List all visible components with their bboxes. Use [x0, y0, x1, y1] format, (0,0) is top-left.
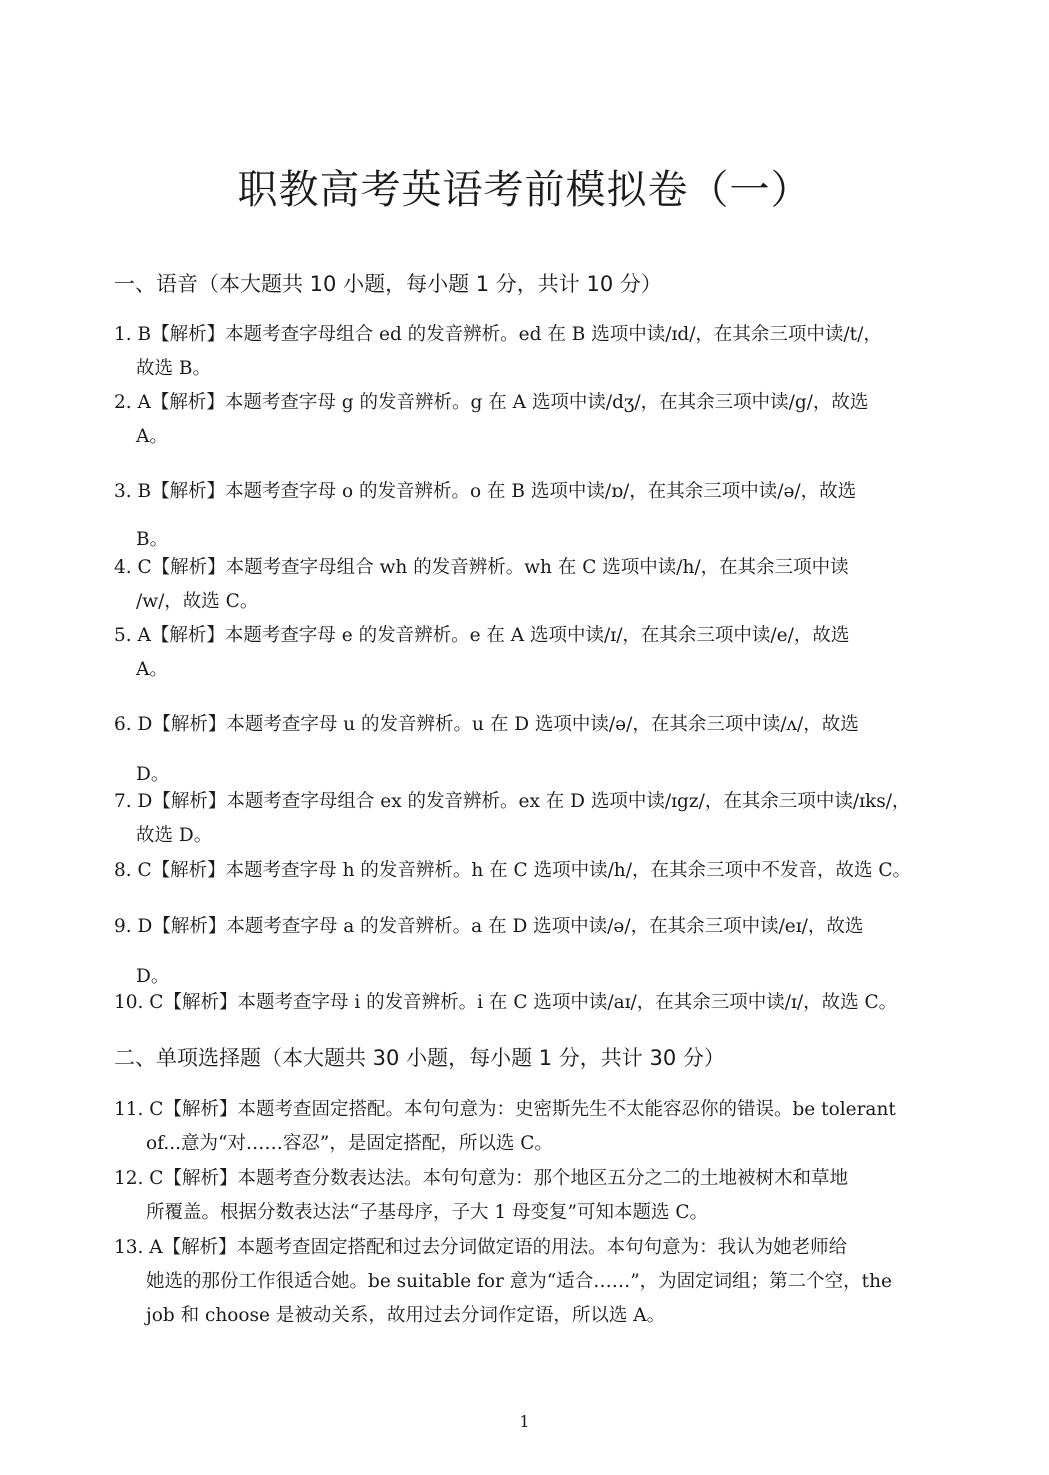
answer-line: 3. B【解析】本题考查字母 o 的发音辨析。o 在 B 选项中读/ɒ/，在其余三项中读/ə/，故选 — [114, 481, 857, 502]
answer-line: 故选 B。 — [136, 358, 211, 379]
answer-line: /w/，故选 C。 — [136, 591, 259, 612]
answer-line: 2. A【解析】本题考查字母 g 的发音辨析。g 在 A 选项中读/dʒ/，在其余三项中读/g/，故选 — [114, 392, 869, 413]
answer-line: 9. D【解析】本题考查字母 a 的发音辨析。a 在 D 选项中读/ə/，在其余三项中读/eɪ/，故选 — [114, 916, 864, 937]
answer-line: A。 — [136, 659, 168, 680]
answer-line: 她选的那份工作很适合她。be suitable for 意为“适合……”，为固定词组；第二个空，the — [146, 1271, 892, 1292]
answer-item-8 — [114, 854, 944, 888]
answer-item-5 — [114, 619, 944, 687]
answer-line: 8. C【解析】本题考查字母 h 的发音辨析。h 在 C 选项中读/h/，在其余三项中不发音，故选 C。 — [114, 860, 911, 881]
answer-line: 13. A【解析】本题考查固定搭配和过去分词做定语的用法。本句句意为：我认为她老师给 — [114, 1237, 848, 1258]
section-heading-phonetics: 一、语音（本大题共 10 小题，每小题 1 分，共计 10 分） — [114, 272, 662, 296]
answer-line: 7. D【解析】本题考查字母组合 ex 的发音辨析。ex 在 D 选项中读/ɪgz/，在其余三项中读/ɪks/， — [114, 791, 911, 812]
page-title: 职教高考英语考前模拟卷（一） — [237, 167, 812, 213]
answer-line: 11. C【解析】本题考查固定搭配。本句句意为：史密斯先生不太能容忍你的错误。be tolerant — [114, 1099, 896, 1120]
answer-line: D。 — [136, 764, 170, 785]
answer-line: 所覆盖。根据分数表达法“子基母序，子大 1 母变复”可知本题选 C。 — [146, 1202, 708, 1223]
answer-line: 5. A【解析】本题考查字母 e 的发音辨析。e 在 A 选项中读/ɪ/，在其余三项中读/e/，故选 — [114, 625, 850, 646]
answer-line: job 和 choose 是被动关系，故用过去分词作定语，所以选 A。 — [146, 1305, 666, 1326]
answer-item-13 — [114, 1231, 944, 1333]
answer-item-2 — [114, 386, 944, 454]
answer-line: A。 — [136, 426, 168, 447]
answer-line: 12. C【解析】本题考查分数表达法。本句句意为：那个地区五分之二的土地被树木和草地 — [114, 1168, 848, 1189]
answer-item-4 — [114, 551, 944, 619]
answer-line: B。 — [136, 529, 169, 550]
answer-line: 4. C【解析】本题考查字母组合 wh 的发音辨析。wh 在 C 选项中读/h/，在其余三项中读 — [114, 557, 849, 578]
section-heading-single-choice: 二、单项选择题（本大题共 30 小题，每小题 1 分，共计 30 分） — [114, 1046, 725, 1070]
answer-item-3 — [114, 468, 944, 564]
answer-item-11 — [114, 1093, 944, 1161]
answer-item-10 — [114, 986, 944, 1020]
answer-item-1 — [114, 318, 944, 386]
page-number: 1 — [519, 1412, 530, 1431]
answer-line: 6. D【解析】本题考查字母 u 的发音辨析。u 在 D 选项中读/ə/，在其余三项中读/ʌ/，故选 — [114, 714, 859, 735]
answer-line: 10. C【解析】本题考查字母 i 的发音辨析。i 在 C 选项中读/aɪ/，在其余三项中读/ɪ/，故选 C。 — [114, 992, 898, 1013]
answer-line: of...意为“对……容忍”，是固定搭配，所以选 C。 — [146, 1133, 553, 1154]
answer-line: 故选 D。 — [136, 825, 213, 846]
answer-line: 1. B【解析】本题考查字母组合 ed 的发音辨析。ed 在 B 选项中读/ɪd/，在其余三项中读/t/， — [114, 324, 882, 345]
answer-item-12 — [114, 1162, 944, 1230]
answer-item-7 — [114, 785, 944, 853]
answer-line: D。 — [136, 966, 170, 987]
